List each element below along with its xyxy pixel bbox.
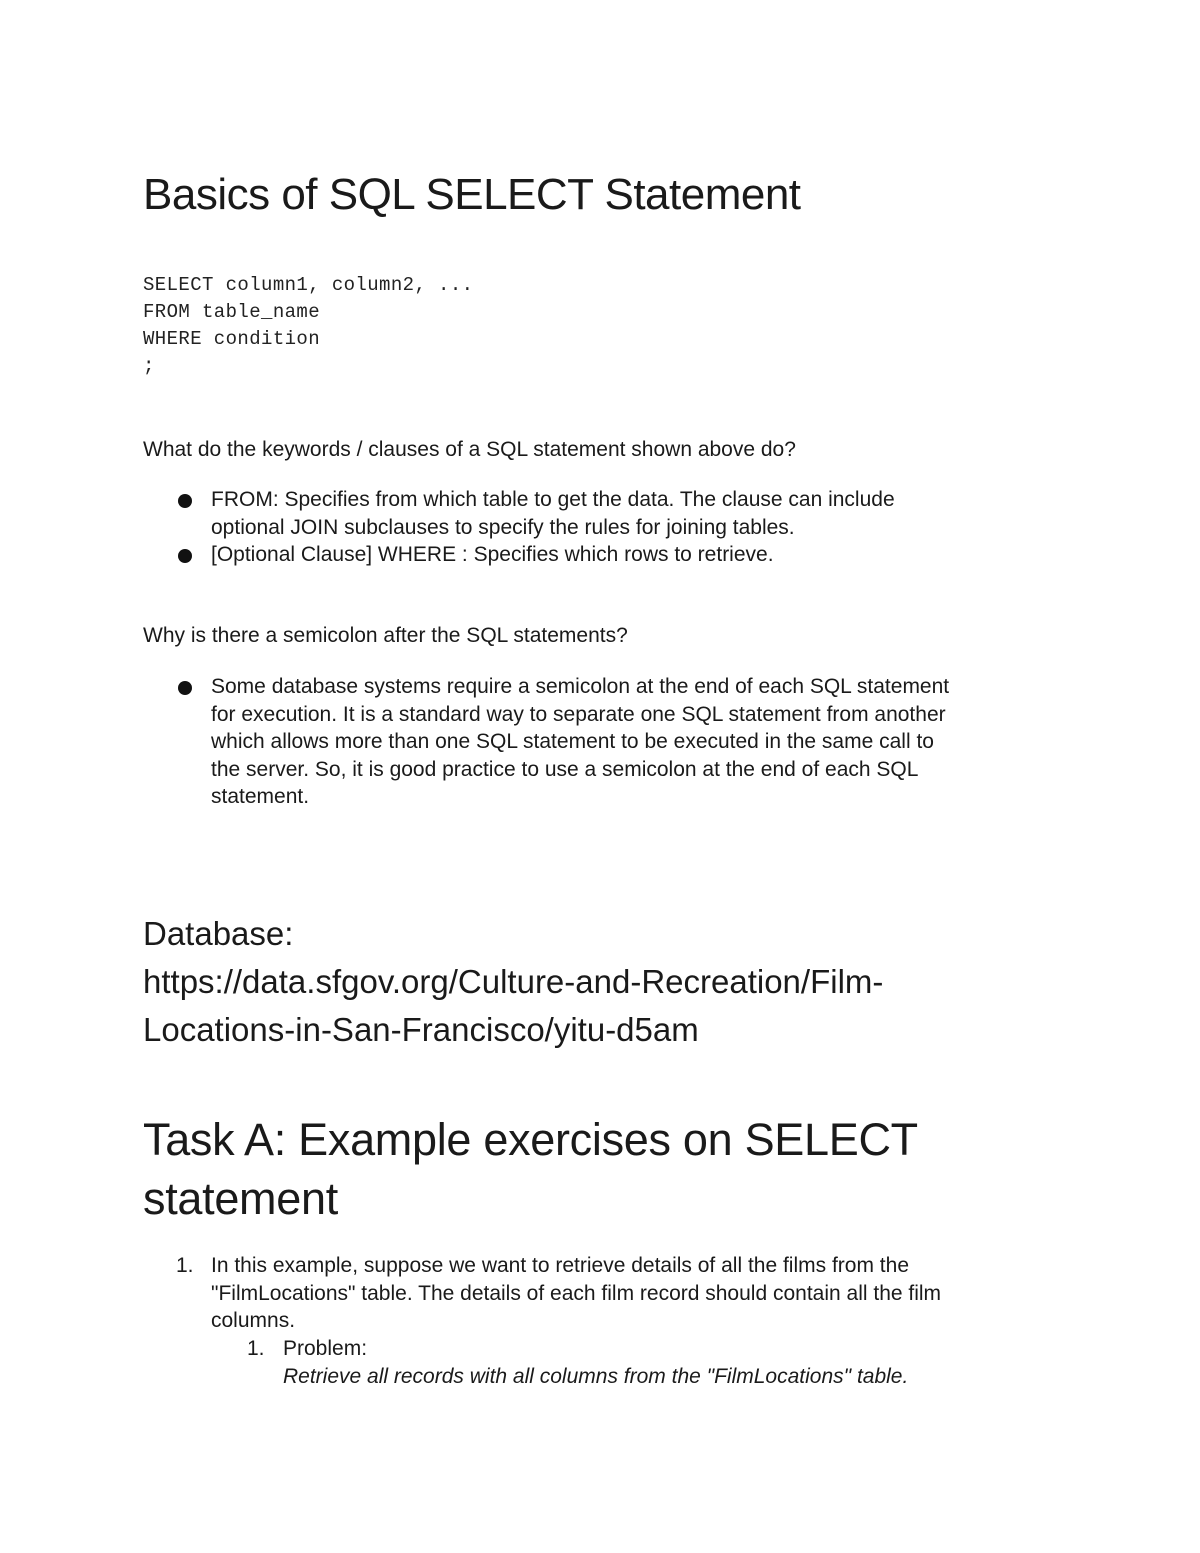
database-url: https://data.sfgov.org/Culture-and-Recreation/Film- <box>143 963 884 1000</box>
question-keywords: What do the keywords / clauses of a SQL statement shown above do? <box>143 438 796 461</box>
text-line: FROM: Specifies from which table to get the data. The clause can include <box>211 488 895 511</box>
database-url-cont: Locations-in-San-Francisco/yitu-d5am <box>143 1011 699 1048</box>
bullet-icon <box>178 494 192 508</box>
text-line: for execution. It is a standard way to separate one SQL statement from another <box>211 702 946 726</box>
sub-list-item <box>283 1335 908 1390</box>
task-a-heading <box>143 1110 918 1228</box>
text-line: In this example, suppose we want to retrieve details of all the films from the <box>211 1254 909 1277</box>
list-number: 1. <box>176 1254 194 1277</box>
database-heading <box>143 910 883 1054</box>
text-line: optional JOIN subclauses to specify the rules for joining tables. <box>211 515 795 539</box>
bullet-where <box>211 541 774 569</box>
code-line: FROM table_name <box>143 301 321 323</box>
code-line: WHERE condition <box>143 328 321 350</box>
bullet-icon <box>178 681 192 695</box>
page-title: Basics of SQL SELECT Statement <box>143 170 801 219</box>
text-line: [Optional Clause] WHERE : Specifies which rows to retrieve. <box>211 543 774 566</box>
text-line: which allows more than one SQL statement to be executed in the same call to <box>211 730 934 753</box>
text-line: statement. <box>211 785 310 808</box>
code-line: SELECT column1, column2, ... <box>143 274 474 296</box>
bullet-semicolon <box>211 673 949 811</box>
problem-text: Retrieve all records with all columns from the "FilmLocations" table. <box>283 1364 909 1388</box>
code-line: ; <box>143 355 155 377</box>
text-line: columns. <box>211 1309 296 1332</box>
text-line: the server. So, it is good practice to use a semicolon at the end of each SQL <box>211 757 919 781</box>
bullet-from <box>211 486 895 541</box>
sub-list-number: 1. <box>247 1337 265 1360</box>
heading-line: Task A: Example exercises on SELECT <box>143 1114 918 1165</box>
list-item-1 <box>211 1252 941 1335</box>
problem-label: Problem: <box>283 1337 368 1360</box>
database-label: Database: <box>143 915 294 952</box>
sql-code-block <box>143 272 473 380</box>
text-line: Some database systems require a semicolon at the end of each SQL statement <box>211 675 950 698</box>
bullet-icon <box>178 549 192 563</box>
question-semicolon: Why is there a semicolon after the SQL statements? <box>143 624 628 647</box>
heading-line: statement <box>143 1173 338 1224</box>
text-line: "FilmLocations" table. The details of each film record should contain all the film <box>211 1281 942 1305</box>
